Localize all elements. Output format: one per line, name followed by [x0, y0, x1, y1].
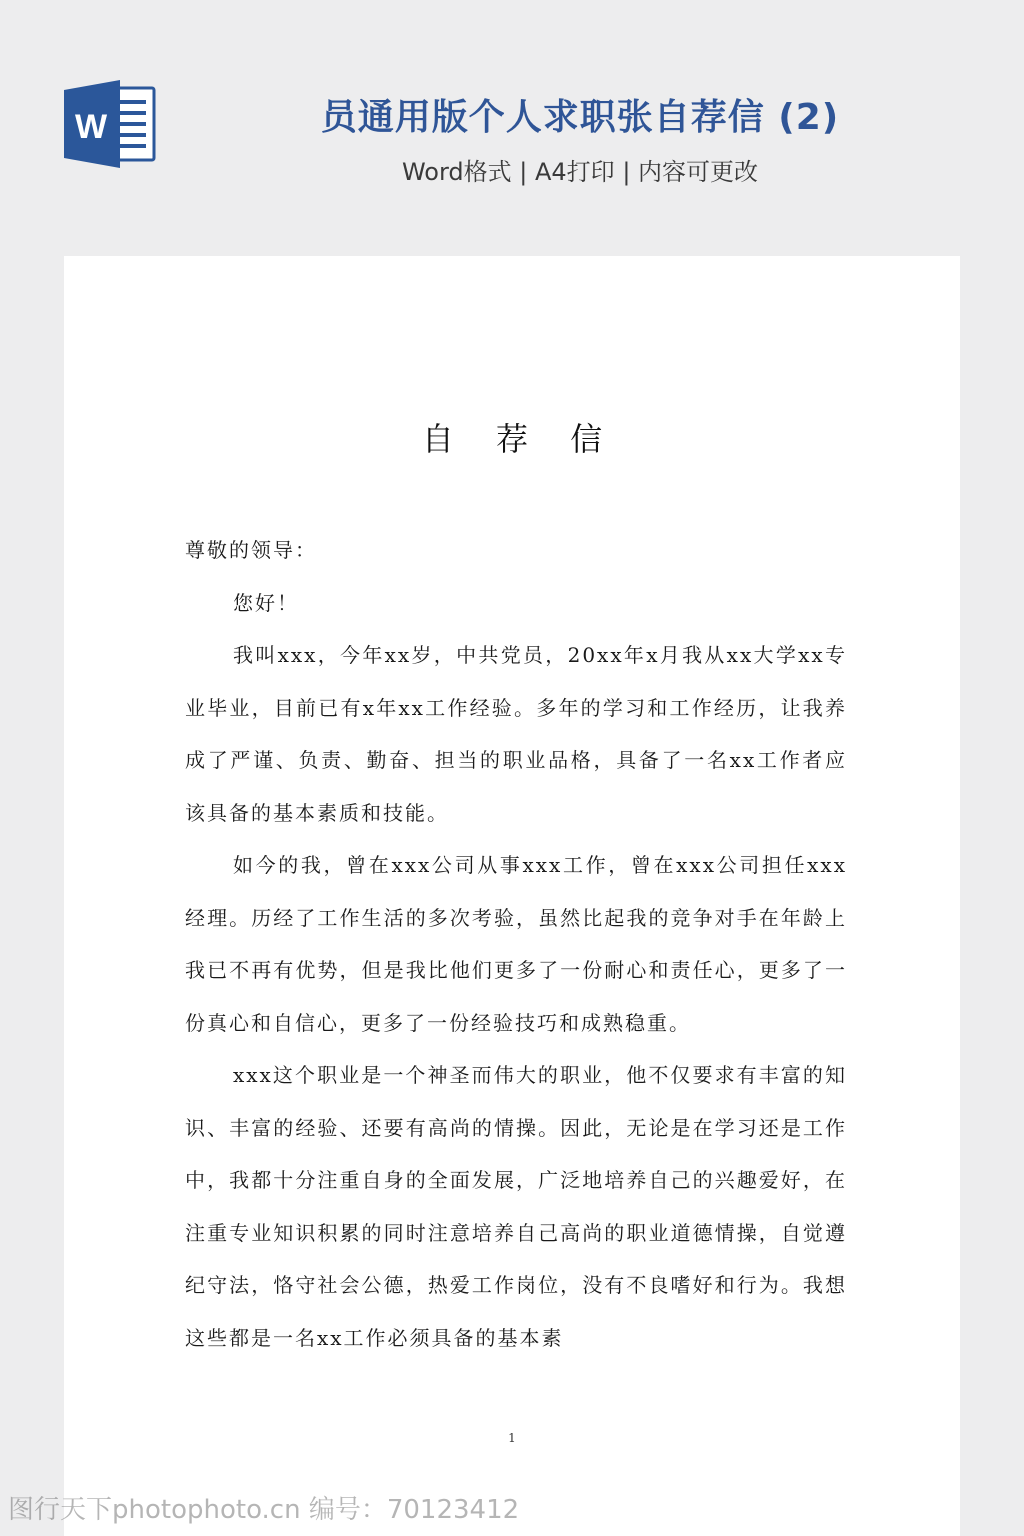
paragraph: xxx这个职业是一个神圣而伟大的职业，他不仅要求有丰富的知识、丰富的经验、还要有高尚的情操。因此，无论是在学习还是工作中，我都十分注重自身的全面发展，广泛地培养自己的兴趣爱好，在注重专业知识积累的同时注意培养自己高尚的职业道德情操，自觉遵纪守法，恪守社会公德，热爱工作岗位，没有不良嗜好和行为。我想这些都是一名xx工作必须具备的基本素: [185, 1063, 847, 1350]
salutation: 尊敬的领导：: [185, 538, 317, 562]
document-format-subtitle: Word格式 | A4打印 | 内容可更改: [401, 158, 759, 186]
paragraph: 我叫xxx，今年xx岁，中共党员，20xx年x月我从xx大学xx专业毕业，目前已有x年xx工作经验。多年的学习和工作经历，让我养成了严谨、负责、勤奋、担当的职业品格，具备了一名xx工作者应该具备的基本素质和技能。: [185, 643, 847, 825]
document-title-header: 员通用版个人求职张自荐信 (2): [320, 97, 840, 138]
word-icon: [64, 80, 156, 168]
paragraph: 如今的我，曾在xxx公司从事xxx工作，曾在xxx公司担任xxx经理。历经了工作生活的多次考验，虽然比起我的竞争对手在年龄上我已不再有优势，但是我比他们更多了一份耐心和责任心，更多了一份真心和自信心，更多了一份经验技巧和成熟稳重。: [185, 853, 847, 1035]
page-header: [0, 0, 1024, 250]
document-page: [64, 256, 960, 1536]
svg-text:W: W: [74, 108, 108, 146]
greeting: 您好！: [233, 590, 299, 615]
letter-body: [185, 524, 847, 1364]
watermark: 图行天下photophoto.cn 编号：70123412: [8, 1495, 520, 1525]
page-number: 1: [508, 1431, 516, 1445]
letter-title: 自 荐 信: [421, 420, 619, 458]
